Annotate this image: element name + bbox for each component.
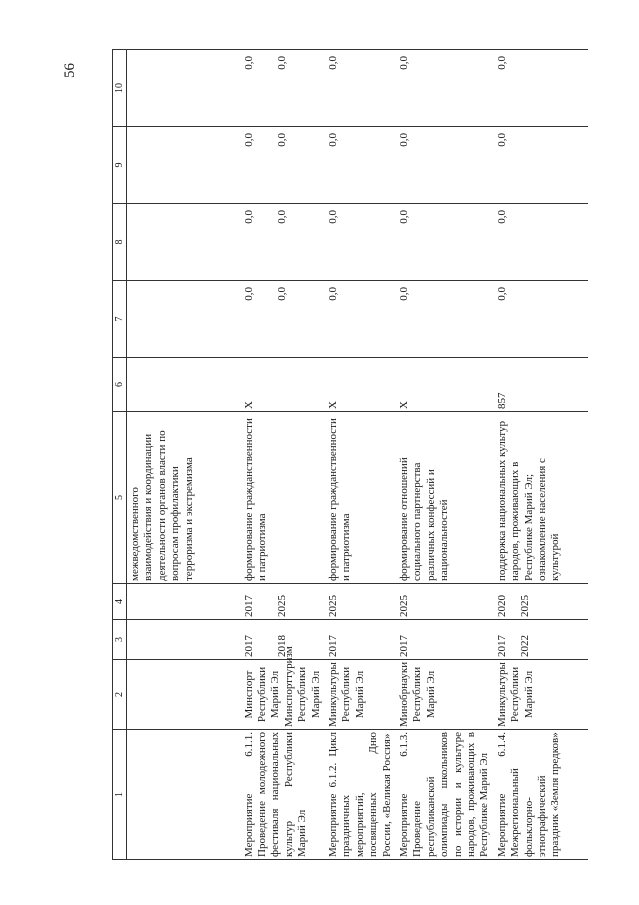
col-header-7: 7: [113, 281, 127, 358]
value-col9: 0,0: [323, 127, 394, 204]
executor-2: Минспорттуризм Республики Марий Эл: [282, 646, 322, 727]
activities-table: [112, 49, 588, 860]
col-header-2: 2: [113, 660, 127, 730]
activity-name: Мероприятие 6.1.4. Межрегиональный фольклорно-этнографический праздник «Земля предков»: [492, 730, 588, 860]
value-col9-b: 0,0: [275, 133, 288, 147]
start-year: 2017: [394, 620, 492, 660]
activity-name: Мероприятие 6.1.2. Цикл праздничных мероприятий, посвященных Дню России, «Великая Россия»: [323, 730, 394, 860]
value-col8-b: 0,0: [275, 210, 288, 224]
executor-1: Минспорт Республики Марий Эл: [242, 666, 282, 723]
value-col7: 0,0: [394, 281, 492, 358]
value-col10-a: 0,0: [242, 56, 255, 70]
kbk-code: X: [323, 358, 394, 412]
table-row: [239, 50, 323, 860]
end-year: 2025: [323, 584, 394, 620]
expected-result: формирование гражданственности и патриотизма: [323, 412, 394, 584]
value-col9: [239, 127, 323, 204]
value-col10: 0,0: [492, 50, 588, 127]
value-col9: 0,0: [492, 127, 588, 204]
end-year: [492, 584, 588, 620]
end-year: [239, 584, 323, 620]
table-row: [394, 50, 492, 860]
expected-result: формирование гражданственности и патриотизма: [239, 412, 323, 584]
end-year-2: 2025: [519, 595, 532, 617]
value-col9: 0,0: [394, 127, 492, 204]
continuation-text: межведомственного взаимодействия и координации деятельности органов власти по вопросам профилактики терроризма и экстремизма: [127, 412, 239, 584]
start-year-2: 2022: [519, 635, 532, 657]
expected-result: поддержка национальных культур народов, проживающих в Республике Марий Эл; ознакомление населения с культурой: [492, 412, 588, 584]
start-year-1: 2017: [242, 635, 255, 657]
value-col8: [239, 204, 323, 281]
start-year-1: 2017: [495, 635, 508, 657]
value-col8: 0,0: [394, 204, 492, 281]
start-year: [492, 620, 588, 660]
activity-name: Мероприятие 6.1.3. Проведение республиканской олимпиады школьников по истории и культуре народов, проживающих в Республике Марий Эл: [394, 730, 492, 860]
kbk-code: X: [239, 358, 323, 412]
table-row-continuation: [127, 50, 239, 860]
value-col10-b: 0,0: [275, 56, 288, 70]
start-year: [239, 620, 323, 660]
col-header-10: 10: [113, 50, 127, 127]
col-header-6: 6: [113, 358, 127, 412]
col-header-1: 1: [113, 730, 127, 860]
col-header-8: 8: [113, 204, 127, 281]
col-header-9: 9: [113, 127, 127, 204]
value-col7: [239, 281, 323, 358]
col-header-3: 3: [113, 620, 127, 660]
end-year-2: 2025: [275, 595, 288, 617]
document-table-rotated: [112, 50, 632, 860]
kbk-code: X: [394, 358, 492, 412]
col-header-4: 4: [113, 584, 127, 620]
end-year: 2025: [394, 584, 492, 620]
value-col9-a: 0,0: [242, 133, 255, 147]
value-col7-a: 0,0: [242, 287, 255, 301]
table-row: [323, 50, 394, 860]
page-number: 56: [62, 63, 78, 78]
expected-result: формирование отношений социального партнерства различных конфессий и национальностей: [394, 412, 492, 584]
start-year: 2017: [323, 620, 394, 660]
value-col8: 0,0: [492, 204, 588, 281]
executor: Минкультуры Республики Марий Эл: [323, 660, 394, 730]
value-col7: 0,0: [492, 281, 588, 358]
end-year-1: 2017: [242, 595, 255, 617]
executor: Минкультуры Республики Марий Эл: [492, 660, 588, 730]
col-header-5: 5: [113, 412, 127, 584]
table-row: [492, 50, 588, 860]
value-col7: 0,0: [323, 281, 394, 358]
value-col10: 0,0: [323, 50, 394, 127]
value-col10: 0,0: [394, 50, 492, 127]
start-year-2: 2018: [275, 635, 288, 657]
value-col10: [239, 50, 323, 127]
activity-name: Мероприятие 6.1.1. Проведение молодежного фестиваля национальных культур Республики Марий Эл: [239, 730, 323, 860]
value-col8: 0,0: [323, 204, 394, 281]
value-col8-a: 0,0: [242, 210, 255, 224]
executor: Минобрнауки Республики Марий Эл: [394, 660, 492, 730]
end-year-1: 2020: [495, 595, 508, 617]
header-row: [113, 50, 127, 860]
kbk-code: 857: [492, 358, 588, 412]
value-col7-b: 0,0: [275, 287, 288, 301]
